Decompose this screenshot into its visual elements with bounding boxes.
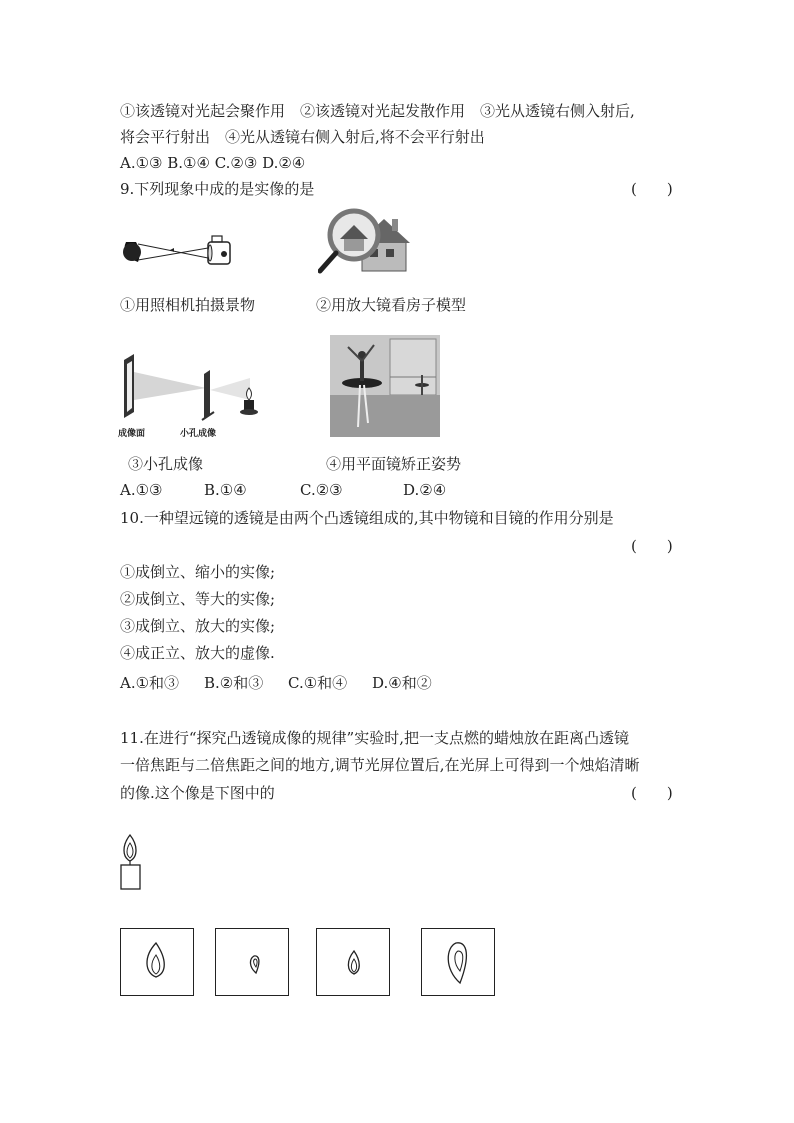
q10-statement-4: ④成正立、放大的虚像.	[120, 644, 275, 662]
q9-option-c: C.②③	[300, 481, 343, 499]
fig3-label-pinhole: 小孔成像	[180, 429, 217, 439]
q10-options	[120, 673, 432, 693]
magnifier-house-image	[318, 205, 414, 281]
q11-answer-paren: ( )	[631, 784, 673, 802]
image-option-c	[316, 928, 390, 996]
q9-option-a: A.①③	[120, 481, 163, 499]
q11-line1: 11.在进行“探究凸透镜成像的规律”实验时,把一支点燃的蜡烛放在距离凸透镜	[120, 729, 629, 747]
flame-icon-large-inverted	[422, 929, 496, 997]
fig3-label-screen: 成像面	[118, 429, 146, 439]
candle-figure	[118, 833, 144, 895]
caption-2: ②用放大镜看房子模型	[316, 296, 467, 314]
image-option-d	[421, 928, 495, 996]
q9-option-b: B.①④	[204, 481, 247, 499]
q10-statement-2: ②成倒立、等大的实像;	[120, 590, 276, 608]
q9-option-d: D.②④	[403, 481, 447, 499]
q10-statement-1: ①成倒立、缩小的实像;	[120, 563, 276, 581]
q8-line2: 将会平行射出 ④光从透镜右侧入射后,将不会平行射出	[120, 128, 485, 146]
q8-options: A.①③ B.①④ C.②③ D.②④	[120, 154, 306, 172]
q11-line3: 的像.这个像是下图中的	[120, 784, 275, 802]
image-option-a	[120, 928, 194, 996]
q10-statement-3: ③成倒立、放大的实像;	[120, 617, 276, 635]
q10-option-d: D.④和②	[372, 674, 432, 692]
q10-option-a: A.①和③	[120, 674, 180, 692]
q9-answer-paren: ( )	[631, 180, 673, 198]
camera-diagram	[118, 228, 238, 278]
flame-icon-small-upright	[317, 929, 391, 997]
pinhole-diagram	[118, 350, 268, 444]
q10-option-c: C.①和④	[288, 674, 348, 692]
q10-answer-paren: ( )	[631, 537, 673, 555]
q10-stem: 10.一种望远镜的透镜是由两个凸透镜组成的,其中物镜和目镜的作用分别是	[120, 509, 614, 527]
flame-icon-small-inverted	[216, 929, 290, 997]
q9-options	[120, 480, 446, 500]
image-option-b	[215, 928, 289, 996]
caption-3: ③小孔成像	[128, 455, 204, 473]
ballet-mirror-photo	[330, 335, 440, 441]
q10-option-b: B.②和③	[204, 674, 264, 692]
q11-line2: 一倍焦距与二倍焦距之间的地方,调节光屏位置后,在光屏上可得到一个烛焰清晰	[120, 756, 640, 774]
flame-icon-large-upright	[121, 929, 195, 997]
q8-line1: ①该透镜对光起会聚作用 ②该透镜对光起发散作用 ③光从透镜右侧入射后,	[120, 102, 635, 120]
q9-stem: 9.下列现象中成的是实像的是	[120, 180, 315, 198]
caption-4: ④用平面镜矫正姿势	[326, 455, 462, 473]
caption-1: ①用照相机拍摄景物	[120, 296, 256, 314]
